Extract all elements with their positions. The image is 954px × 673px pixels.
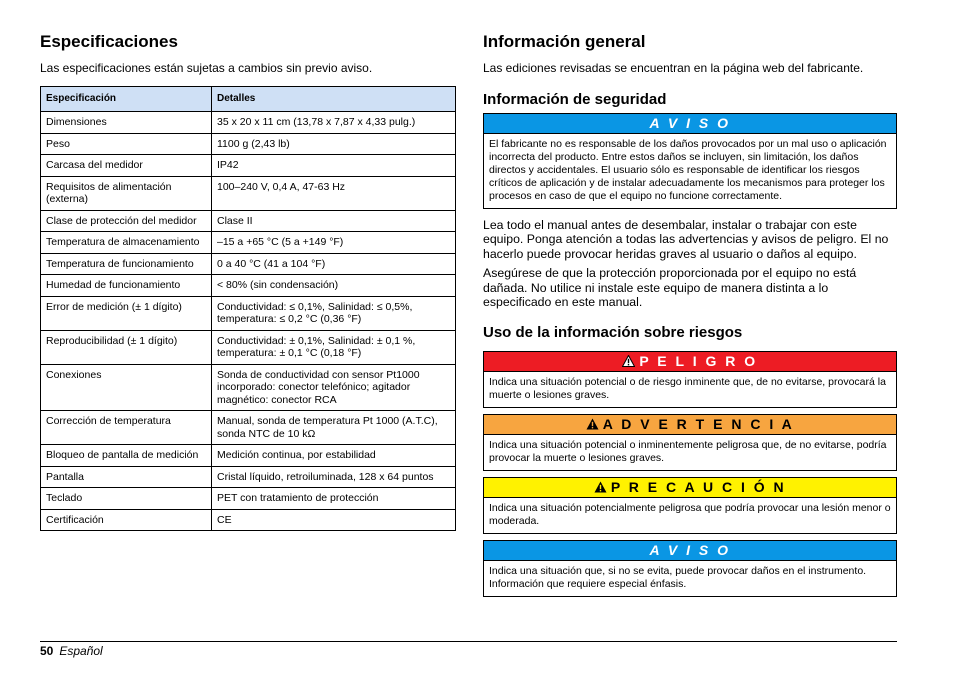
spec-name-cell: Reproducibilidad (± 1 dígito) — [41, 330, 212, 364]
table-header-row — [41, 86, 456, 112]
spec-detail-cell: Clase II — [212, 210, 456, 232]
page-number: 50 — [40, 644, 54, 658]
warning-triangle-icon — [594, 481, 607, 493]
danger-label: P E L I G R O — [639, 352, 758, 369]
general-information-intro: Las ediciones revisadas se encuentran en la página web del fabricante. — [483, 61, 864, 75]
spec-name-cell: Temperatura de funcionamiento — [41, 253, 212, 275]
danger-box — [483, 351, 897, 408]
spec-detail-cell: CE — [212, 509, 456, 531]
caution-label: P R E C A U C I Ó N — [610, 478, 787, 495]
table-row — [41, 275, 456, 297]
spec-name-cell: Clase de protección del medidor — [41, 210, 212, 232]
spec-name-cell: Dimensiones — [41, 112, 212, 134]
table-row — [41, 210, 456, 232]
table-row — [41, 445, 456, 467]
spec-detail-cell: Manual, sonda de temperatura Pt 1000 (A.T.C), sonda NTC de 10 kΩ — [212, 411, 456, 445]
spec-detail-cell: –15 a +65 °C (5 a +149 °F) — [212, 232, 456, 254]
footer-divider — [40, 641, 897, 642]
spec-detail-cell: Medición continua, por estabilidad — [212, 445, 456, 467]
spec-detail-cell: Cristal líquido, retroiluminada, 128 x 64 puntos — [212, 466, 456, 488]
general-information-section — [483, 32, 897, 597]
spec-name-cell: Carcasa del medidor — [41, 155, 212, 177]
safety-information-title: Información de seguridad — [483, 90, 667, 108]
caution-text: Indica una situación potencialmente peligrosa que podría provocar una lesión menor o moderada. — [484, 497, 896, 533]
notice-text: El fabricante no es responsable de los daños provocados por un mal uso o aplicación incorrecta del producto. Entre estos daños se incluyen, sin limitación, los daños directos y accidentales. El usuario sólo es responsable de identificar los riesgos críticos de aplicación y de instalar adecuadamente los mecanismos para proteger los procesos en caso de que el equipo no funcione correctamente. — [484, 133, 896, 208]
table-row — [41, 330, 456, 364]
caution-header — [484, 478, 896, 497]
notice-label-2: A V I S O — [484, 541, 896, 560]
danger-text: Indica una situación potencial o de riesgo inminente que, de no evitarse, provocará la muerte o lesiones graves. — [484, 371, 896, 407]
warning-header — [484, 415, 896, 434]
specifications-intro: Las especificaciones están sujetas a cambios sin previo aviso. — [40, 61, 373, 75]
spec-name-cell: Bloqueo de pantalla de medición — [41, 445, 212, 467]
spec-name-cell: Peso — [41, 133, 212, 155]
footer-language: Español — [59, 644, 103, 658]
warning-text: Indica una situación potencial o inminentemente peligrosa que, de no evitarse, podría provocar la muerte o lesiones graves. — [484, 434, 896, 470]
specifications-title: Especificaciones — [40, 32, 178, 51]
table-row — [41, 155, 456, 177]
spec-detail-cell: 100–240 V, 0,4 A, 47-63 Hz — [212, 176, 456, 210]
spec-detail-cell: PET con tratamiento de protección — [212, 488, 456, 510]
table-row — [41, 364, 456, 411]
table-row — [41, 509, 456, 531]
table-header-spec: Especificación — [41, 86, 212, 112]
notice-box — [483, 113, 897, 209]
table-row — [41, 466, 456, 488]
danger-header — [484, 352, 896, 371]
spec-name-cell: Certificación — [41, 509, 212, 531]
notice-box-2 — [483, 540, 897, 597]
specifications-table — [40, 86, 456, 532]
spec-detail-cell: 0 a 40 °C (41 a 104 °F) — [212, 253, 456, 275]
table-row — [41, 232, 456, 254]
warning-triangle-icon — [586, 418, 599, 430]
spec-name-cell: Pantalla — [41, 466, 212, 488]
spec-detail-cell: Conductividad: ≤ 0,1%, Salinidad: ≤ 0,5%, temperatura: ≤ 0,2 °C (0,36 °F) — [212, 296, 456, 330]
spec-detail-cell: IP42 — [212, 155, 456, 177]
spec-name-cell: Requisitos de alimentación (externa) — [41, 176, 212, 210]
general-information-title: Información general — [483, 32, 646, 51]
read-manual-paragraph: Lea todo el manual antes de desembalar, instalar o trabajar con este equipo. Ponga atención a todas las advertencias y avisos de peligro. El no hacerlo puede provocar heridas graves al usuario o daños al equipo. — [483, 217, 889, 261]
spec-detail-cell: < 80% (sin condensación) — [212, 275, 456, 297]
table-row — [41, 411, 456, 445]
spec-detail-cell: Conductividad: ± 0,1%, Salinidad: ± 0,1 %, temperatura: ± 0,1 °C (0,18 °F) — [212, 330, 456, 364]
protection-paragraph: Asegúrese de que la protección proporcionada por el equipo no está dañada. No utilice ni instale este equipo de manera distinta a lo especificado en este manual. — [483, 266, 857, 309]
page-footer — [40, 644, 103, 658]
spec-detail-cell: 1100 g (2,43 lb) — [212, 133, 456, 155]
table-row — [41, 133, 456, 155]
warning-box — [483, 414, 897, 471]
table-row — [41, 488, 456, 510]
hazard-information-title: Uso de la información sobre riesgos — [483, 323, 743, 341]
spec-name-cell: Conexiones — [41, 364, 212, 411]
caution-box — [483, 477, 897, 534]
spec-name-cell: Humedad de funcionamiento — [41, 275, 212, 297]
spec-name-cell: Temperatura de almacenamiento — [41, 232, 212, 254]
spec-name-cell: Error de medición (± 1 dígito) — [41, 296, 212, 330]
warning-triangle-icon — [622, 355, 635, 367]
table-header-details: Detalles — [212, 86, 456, 112]
table-row — [41, 112, 456, 134]
table-row — [41, 176, 456, 210]
spec-name-cell: Corrección de temperatura — [41, 411, 212, 445]
spec-name-cell: Teclado — [41, 488, 212, 510]
table-row — [41, 296, 456, 330]
notice-text-2: Indica una situación que, si no se evita, puede provocar daños en el instrumento. Información que requiere especial énfasis. — [484, 560, 896, 596]
spec-detail-cell: 35 x 20 x 11 cm (13,78 x 7,87 x 4,33 pulg.) — [212, 112, 456, 134]
table-row — [41, 253, 456, 275]
warning-label: A D V E R T E N C I A — [602, 415, 795, 432]
specifications-table-body — [41, 112, 456, 531]
notice-label: A V I S O — [484, 114, 896, 133]
specifications-section — [40, 32, 455, 531]
spec-detail-cell: Sonda de conductividad con sensor Pt1000 incorporado: conector telefónico; agitador magnético: conector RCA — [212, 364, 456, 411]
